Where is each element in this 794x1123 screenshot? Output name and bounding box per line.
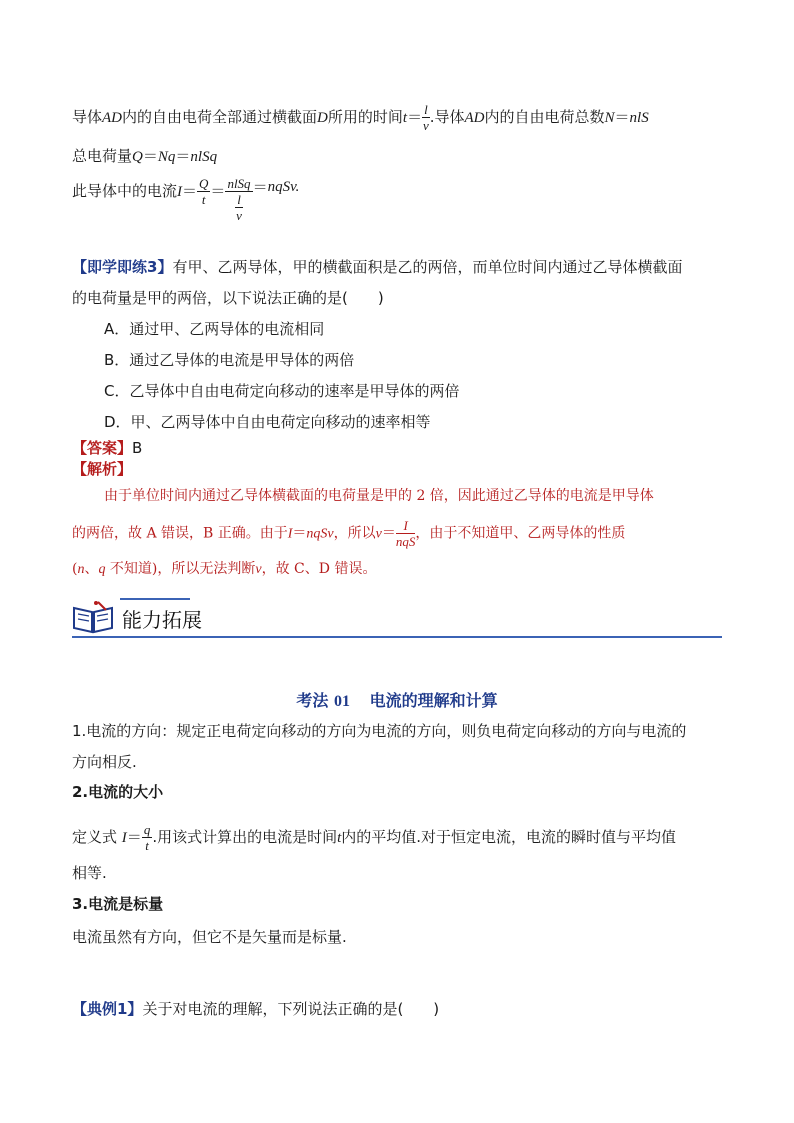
symbol: N (604, 110, 615, 126)
text: 所用的时间 (327, 108, 403, 126)
analysis-label: 【解析】 (72, 460, 133, 478)
text: ，故 C、D 错误。 (261, 561, 377, 577)
book-icon (72, 600, 114, 638)
option-b: B．通过乙导体的电流是甲导体的两倍 (104, 351, 355, 369)
text: ＝ (142, 147, 158, 165)
numerator: nlSq (227, 176, 251, 191)
symbol: n (77, 562, 85, 577)
symbol: v (255, 562, 262, 577)
option-c: C．乙导体中自由电荷定向移动的速率是甲导体的两倍 (104, 382, 460, 400)
denominator: v (423, 118, 429, 133)
paragraph-time-total (72, 102, 649, 133)
text: ，由于不知道甲、乙两导体的性质 (415, 525, 626, 542)
fraction-nlSq-over-l-v (225, 176, 252, 223)
numerator: Q (199, 176, 209, 191)
text: ＝ (292, 525, 307, 542)
numerator: q (143, 822, 151, 837)
text: ( (72, 561, 78, 577)
example-tag: 【典例1】 (72, 1000, 143, 1018)
text: ＝ (210, 182, 226, 200)
answer-value: B (132, 439, 143, 457)
denominator: v (236, 208, 242, 223)
text: 关于对电流的理解，下列说法正确的是( ) (142, 1000, 440, 1018)
numerator: l (237, 192, 241, 207)
fraction-Q-over-t (197, 176, 210, 207)
option-a: A．通过甲、乙两导体的电流相同 (104, 320, 325, 338)
section-divider (72, 636, 722, 638)
symbol: AD (102, 110, 123, 126)
analysis-line-3 (72, 558, 376, 581)
symbol: Q (132, 149, 143, 165)
body-definition (72, 822, 676, 853)
symbol: I (121, 830, 127, 846)
method-title (0, 688, 794, 711)
fraction-I-over-nqS (396, 518, 416, 549)
text: .导体 (429, 108, 465, 126)
denominator: t (145, 838, 149, 853)
denominator: nqS (395, 534, 416, 549)
symbol: nlSq (190, 149, 218, 165)
symbol: t (402, 110, 408, 126)
symbol: Nq (157, 149, 176, 165)
text: 总电荷量 (72, 147, 133, 165)
body-heading-2: 2.电流的大小 (72, 783, 164, 801)
text: 内的自由电荷总数 (484, 108, 605, 126)
symbol: D (317, 110, 328, 126)
exercise-line-1 (72, 256, 682, 278)
body-line-5: 相等. (72, 864, 107, 882)
body-line-1: 1.电流的方向：规定正电荷定向移动的方向为电流的方向，则负电荷定向移动的方向与电流的 (72, 722, 687, 740)
text: ＝ (252, 178, 268, 196)
denominator: t (201, 192, 206, 207)
text: 不知道)，所以无法判断 (105, 561, 256, 577)
symbol: t (337, 830, 342, 846)
text: 导体 (72, 108, 103, 126)
symbol: I (177, 184, 183, 200)
text: 、 (84, 561, 99, 577)
answer-tag: 【答案】 (72, 439, 133, 457)
exercise-tag: 【即学即练3】 (72, 258, 173, 276)
exercise-line-2 (72, 287, 384, 309)
text: 有甲、乙两导体，甲的横截面积是乙的两倍，而单位时间内通过乙导体横截面 (172, 258, 683, 276)
text: 的电荷量是甲的两倍，以下说法正确的是( ) (72, 289, 384, 307)
text: 内的平均值.对于恒定电流，电流的瞬时值与平均值 (341, 828, 677, 846)
fraction-l-over-v (422, 102, 430, 133)
method-title-text: 电流的理解和计算 (369, 691, 498, 710)
symbol: AD (464, 110, 485, 126)
symbol: q (98, 562, 106, 577)
text: ，所以 (333, 525, 376, 542)
example-line (72, 998, 439, 1020)
body-line-7: 电流虽然有方向，但它不是矢量而是标量. (72, 928, 347, 946)
section-title: 能力拓展 (122, 608, 202, 632)
fraction-q-over-t (142, 822, 153, 853)
text: ＝ (407, 108, 423, 126)
analysis-line-1 (104, 485, 654, 507)
paragraph-total-charge (72, 145, 217, 168)
text: .用该式计算出的电流是时间 (152, 828, 338, 846)
analysis-tag (72, 458, 132, 480)
symbol: v (375, 526, 382, 542)
text: 的两倍，故 A 错误，B 正确。由于 (72, 525, 288, 542)
text: ＝ (175, 147, 191, 165)
body-heading-3: 3.电流是标量 (72, 895, 164, 913)
symbol: I (287, 526, 293, 542)
symbol: nlS (629, 110, 649, 126)
text: 此导体中的电流 (72, 182, 178, 200)
section-header (72, 598, 722, 638)
text: ＝ (381, 525, 396, 542)
method-prefix: 考法 (296, 691, 329, 710)
section-title-decor (120, 598, 190, 600)
text: ＝ (126, 828, 142, 846)
numerator: I (396, 518, 416, 534)
numerator: l (424, 102, 428, 117)
answer (72, 437, 142, 459)
denominator (225, 192, 252, 223)
text: 内的自由电荷全部通过横截面 (122, 108, 318, 126)
method-number: 01 (334, 693, 350, 710)
option-d: D．甲、乙两导体中自由电荷定向移动的速率相等 (104, 413, 431, 431)
text: ＝ (182, 182, 198, 200)
body-line-2: 方向相反. (72, 753, 137, 771)
text: 由于单位时间内通过乙导体横截面的电荷量是甲的 2 倍，因此通过乙导体的电流是甲导体 (104, 488, 654, 504)
fraction-l-over-v (235, 192, 243, 223)
text: ＝ (614, 108, 630, 126)
symbol: nqSv. (267, 179, 300, 195)
analysis-line-2 (72, 518, 625, 549)
text: 定义式 (72, 828, 118, 846)
paragraph-current-formula (72, 176, 299, 223)
symbol: nqSv (306, 526, 334, 542)
